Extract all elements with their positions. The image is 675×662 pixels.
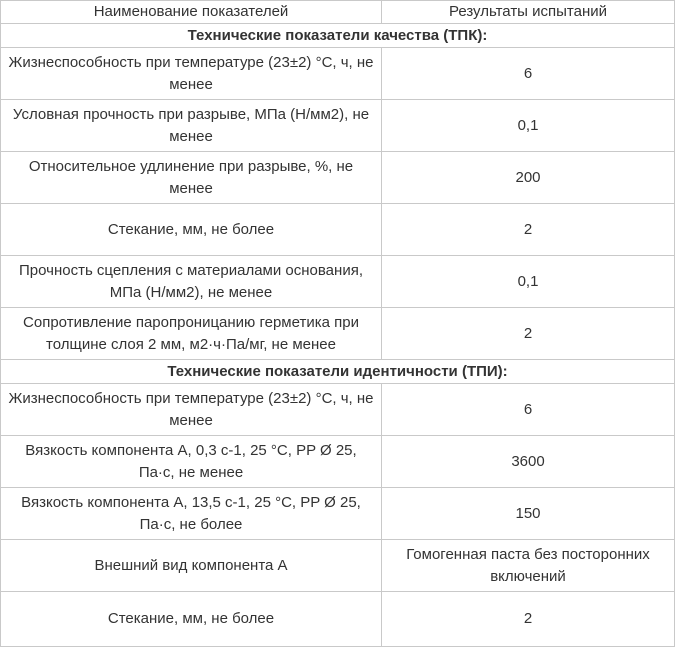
indicator-name: Жизнеспособность при температуре (23±2) °С, ч, не менее bbox=[1, 48, 382, 100]
indicator-name: Жизнеспособность при температуре (23±2) °С, ч, не менее bbox=[1, 384, 382, 436]
table-row bbox=[1, 384, 675, 436]
indicator-name: Вязкость компонента А, 13,5 с-1, 25 °С, PP Ø 25, Па·с, не более bbox=[1, 488, 382, 540]
indicator-name: Сопротивление паропроницанию герметика при толщине слоя 2 мм, м2·ч·Па/мг, не менее bbox=[1, 308, 382, 360]
indicator-value: 0,1 bbox=[382, 256, 675, 308]
indicator-value: 2 bbox=[382, 592, 675, 647]
indicator-value: 2 bbox=[382, 204, 675, 256]
table-row bbox=[1, 48, 675, 100]
indicator-name: Относительное удлинение при разрыве, %, не менее bbox=[1, 152, 382, 204]
indicator-value: 150 bbox=[382, 488, 675, 540]
indicator-value: Гомогенная паста без посторонних включений bbox=[382, 540, 675, 592]
indicator-name: Стекание, мм, не более bbox=[1, 204, 382, 256]
indicator-value: 2 bbox=[382, 308, 675, 360]
table-row bbox=[1, 204, 675, 256]
indicator-name: Стекание, мм, не более bbox=[1, 592, 382, 647]
indicator-name: Условная прочность при разрыве, МПа (Н/мм2), не менее bbox=[1, 100, 382, 152]
indicator-name: Внешний вид компонента А bbox=[1, 540, 382, 592]
section-title: Технические показатели идентичности (ТПИ): bbox=[1, 360, 675, 384]
header-indicator-name: Наименование показателей bbox=[1, 1, 382, 24]
indicator-value: 0,1 bbox=[382, 100, 675, 152]
section-row-tpk bbox=[1, 24, 675, 48]
indicator-value: 6 bbox=[382, 48, 675, 100]
table-row bbox=[1, 308, 675, 360]
table-row bbox=[1, 488, 675, 540]
indicator-value: 3600 bbox=[382, 436, 675, 488]
table-row bbox=[1, 152, 675, 204]
section-row-tpi bbox=[1, 360, 675, 384]
table-row bbox=[1, 436, 675, 488]
table-row bbox=[1, 540, 675, 592]
indicator-name: Вязкость компонента А, 0,3 с-1, 25 °С, PP Ø 25, Па·с, не менее bbox=[1, 436, 382, 488]
table-row bbox=[1, 592, 675, 647]
table-row bbox=[1, 256, 675, 308]
header-test-results: Результаты испытаний bbox=[382, 1, 675, 24]
indicator-value: 6 bbox=[382, 384, 675, 436]
table-row bbox=[1, 100, 675, 152]
header-row bbox=[1, 1, 675, 24]
indicator-value: 200 bbox=[382, 152, 675, 204]
indicator-name: Прочность сцепления с материалами основания, МПа (Н/мм2), не менее bbox=[1, 256, 382, 308]
section-title: Технические показатели качества (ТПК): bbox=[1, 24, 675, 48]
